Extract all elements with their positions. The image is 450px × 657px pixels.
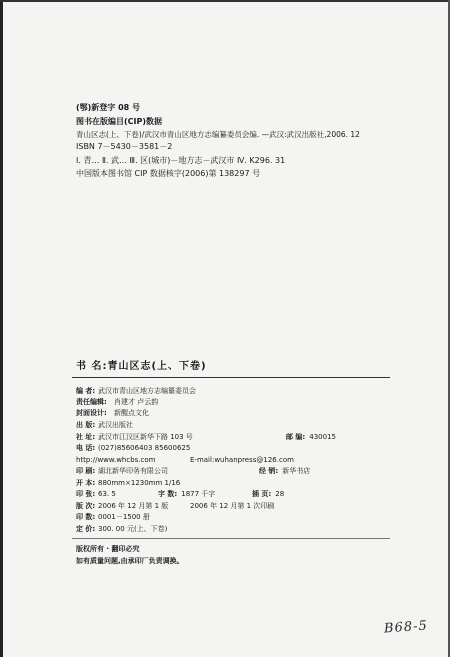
price-label: 定 价: (76, 525, 96, 533)
web-row (76, 456, 155, 465)
handwritten-call-number: B68-5 (383, 618, 429, 637)
phone-row (76, 444, 190, 453)
format-row (76, 479, 180, 488)
address-row (76, 433, 193, 442)
copies-value: 0001－1500 册 (98, 513, 150, 521)
scan-edge-top (0, 0, 450, 2)
words-cell (158, 490, 215, 499)
publisher-label: 出 版: (76, 421, 96, 429)
distributor-label: 经 销: (259, 467, 279, 475)
printer-row (76, 467, 168, 476)
edition-label: 版 次: (76, 502, 96, 510)
sheets-label: 印 张: (76, 490, 96, 498)
edition-value: 2006 年 12 月第 1 版 (98, 502, 169, 510)
compiler-label: 编 者: (76, 387, 96, 395)
format-label: 开 本: (76, 479, 96, 487)
printing-value: 2006 年 12 月第 1 次印刷 (190, 502, 275, 510)
words-value: 1877 千字 (181, 490, 216, 498)
phone-value: (027)85606403 85600625 (98, 444, 191, 452)
cip-entry: 青山区志(上、下卷)/武汉市青山区地方志编纂委员会编. —武汉:武汉出版社,2006. 12 (76, 130, 360, 139)
plates-value: 28 (275, 490, 285, 498)
postcode-cell (286, 433, 336, 442)
compiler-value: 武汉市青山区地方志编纂委员会 (98, 387, 196, 395)
price-value: 300. 00 元(上、下卷) (98, 525, 168, 533)
editor-value: 肖建才 卢云韵 (114, 398, 159, 406)
plates-label: 插 页: (252, 490, 272, 498)
editor-row (76, 398, 158, 407)
edition-row (76, 502, 168, 511)
sheets-row (76, 490, 116, 499)
email-cell (190, 456, 294, 465)
distributor-cell (259, 467, 310, 476)
address-value: 武汉市江汉区新华下路 103 号 (98, 433, 193, 441)
divider-bottom (72, 538, 390, 539)
compiler-row (76, 387, 196, 396)
email-label: E-mail: (190, 456, 215, 464)
printer-value: 湖北新华印务有限公司 (98, 467, 168, 475)
divider-top (72, 377, 390, 378)
printer-label: 印 刷: (76, 467, 96, 475)
copyright-notice: 版权所有 · 翻印必究 (76, 545, 140, 553)
approval-number: (鄂)新登字 08 号 (76, 103, 141, 112)
phone-label: 电 话: (76, 444, 96, 452)
distributor-value: 新华书店 (282, 467, 311, 475)
email-value: wuhanpress@126.com (214, 456, 294, 464)
copies-label: 印 数: (76, 513, 96, 521)
publisher-row (76, 421, 133, 430)
isbn: ISBN 7－5430－3581－2 (76, 142, 173, 151)
cip-core-data: 中国版本图书馆 CIP 数据核字(2006)第 138297 号 (76, 169, 261, 178)
book-title: 青山区志(上、下卷) (107, 361, 207, 372)
printing-cell (190, 502, 274, 511)
website-url: http://www.whcbs.com (76, 456, 156, 464)
quality-notice: 如有质量问题,由承印厂负责调换。 (76, 557, 184, 565)
publisher-value: 武汉出版社 (98, 421, 133, 429)
plates-cell (252, 490, 284, 499)
price-row (76, 525, 167, 534)
address-label: 社 址: (76, 433, 96, 441)
book-title-label: 书 名: (76, 361, 108, 372)
sheets-value: 63. 5 (98, 490, 116, 498)
scan-edge-left (0, 0, 3, 657)
format-value: 880mm×1230mm 1/16 (98, 479, 181, 487)
cip-heading: 图书在版编目(CIP)数据 (76, 117, 163, 126)
designer-label: 封面设计: (76, 409, 107, 417)
designer-value: 新醒点文化 (114, 409, 149, 417)
designer-row (76, 409, 149, 418)
book-title-line (76, 357, 207, 372)
copies-row (76, 513, 150, 522)
subject-terms: Ⅰ. 青… Ⅱ. 武… Ⅲ. 区(城市)－地方志－武汉市 Ⅳ. K296. 31 (76, 156, 286, 165)
postcode-value: 430015 (309, 433, 336, 441)
postcode-label: 邮 编: (286, 433, 306, 441)
editor-label: 责任编辑: (76, 398, 107, 406)
words-label: 字 数: (158, 490, 178, 498)
